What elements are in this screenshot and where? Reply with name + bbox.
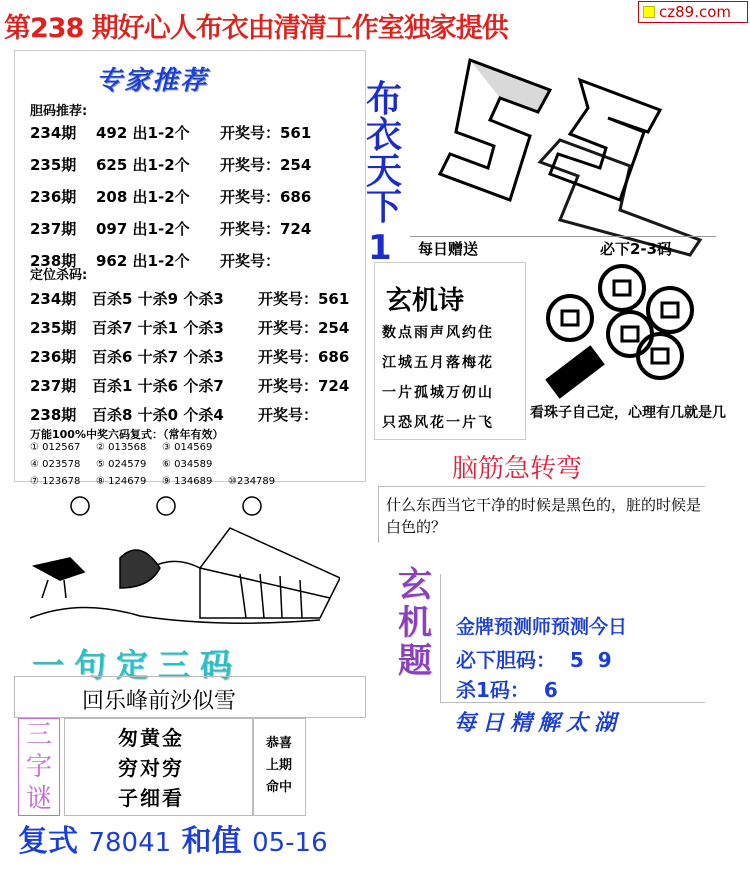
congrats-line: 上期 — [266, 758, 293, 773]
dan-draw: 开奖号：724 — [220, 220, 312, 238]
dan-draw: 开奖号： — [220, 252, 281, 270]
coins-graphic — [530, 260, 710, 400]
gift-panel — [410, 50, 716, 260]
dan-period: 238期 — [30, 252, 77, 270]
pos-label: 定位杀码: — [30, 268, 88, 283]
fushi-value: 78041 — [88, 828, 172, 858]
pos-period: 237期 — [30, 377, 77, 395]
bottom-line — [18, 816, 328, 860]
prediction-line-3: 杀1码： 6 — [456, 678, 558, 702]
combo-item: ⑩234789 — [228, 476, 276, 487]
dan-text: 492 出1-2个 — [96, 124, 190, 142]
pos-draw: 开奖号：561 — [258, 290, 350, 308]
one-line-text: 回乐峰前沙似雪 — [82, 689, 237, 714]
poem-line: 数点雨声风约住 — [382, 325, 494, 341]
daily-gift-label: 每日赠送 — [418, 240, 479, 258]
combo-item: ④ 023578 — [30, 459, 81, 470]
brain-title: 脑筋急转弯 — [452, 454, 583, 484]
congrats-line: 命中 — [266, 780, 293, 795]
fushi-label: 复式 — [18, 824, 78, 859]
combo-item: ⑤ 024579 — [96, 459, 147, 470]
szm-char: 字 — [25, 752, 52, 782]
buyi-char: 天 — [365, 151, 402, 192]
dan-text: 097 出1-2个 — [96, 220, 190, 238]
pos-period: 238期 — [30, 406, 77, 424]
xjt-char: 题 — [398, 641, 432, 681]
hezhi-value: 05-16 — [252, 828, 328, 858]
landscape-sketch — [20, 488, 340, 628]
buyi-char: 下 — [365, 187, 402, 228]
poem-line: 江城五月落梅花 — [382, 355, 494, 371]
buyi-number: 1 — [368, 228, 392, 268]
pos-text: 百杀6 十杀7 个杀3 — [92, 348, 224, 366]
szm-line: 子细看 — [118, 786, 184, 810]
dan-text: 962 出1-2个 — [96, 252, 190, 270]
poem-line: 一片孤城万仞山 — [382, 385, 494, 401]
site-label: cz89.com — [659, 3, 732, 21]
dan-period: 237期 — [30, 220, 77, 238]
expert-title: 专家推荐 — [96, 66, 209, 96]
dan-period: 234期 — [30, 124, 77, 142]
dan-period: 235期 — [30, 156, 77, 174]
pos-text: 百杀8 十杀0 个杀4 — [92, 406, 224, 424]
pos-period: 235期 — [30, 319, 77, 337]
combo-item: ⑨ 134689 — [162, 476, 213, 487]
combo-item: ⑥ 034589 — [162, 459, 213, 470]
pos-text: 百杀1 十杀6 个杀7 — [92, 377, 224, 395]
big-number-graphic — [410, 50, 716, 260]
dan-draw: 开奖号：561 — [220, 124, 312, 142]
pos-text: 百杀5 十杀9 个杀3 — [92, 290, 224, 308]
pos-draw: 开奖号： — [258, 406, 319, 424]
dan-label: 胆码推荐: — [30, 104, 88, 119]
prediction-line-1: 金牌预测师预测今日 — [456, 616, 628, 638]
congrats-line: 恭喜 — [266, 736, 293, 751]
combo-item: ⑦ 123678 — [30, 476, 81, 487]
page-title: 第238 期好心人布衣由清清工作室独家提供 — [4, 13, 508, 44]
buyi-char: 布 — [365, 79, 402, 120]
pos-draw: 开奖号：254 — [258, 319, 350, 337]
combo-item: ② 013568 — [96, 442, 147, 453]
combo-title: 万能100%中奖六码复式：（常年有效） — [30, 428, 224, 441]
szm-char: 谜 — [25, 784, 52, 814]
szm-line: 穷对穷 — [118, 756, 184, 780]
riddle-text: 什么东西当它干净的时候是黑色的，脏的时候是白色的？ — [386, 496, 702, 536]
poem-line: 只恐风花一片飞 — [382, 415, 494, 431]
xjt-char: 玄 — [398, 565, 432, 605]
pos-draw: 开奖号：686 — [258, 348, 350, 366]
dan-draw: 开奖号：686 — [220, 188, 312, 206]
hezhi-label: 和值 — [181, 824, 242, 859]
dan-period: 236期 — [30, 188, 77, 206]
xjt-char: 机 — [398, 603, 432, 643]
combo-item: ③ 014569 — [162, 442, 213, 453]
dan-text: 625 出1-2个 — [96, 156, 190, 174]
dan-text: 208 出1-2个 — [96, 188, 190, 206]
buyi-heading — [364, 79, 404, 228]
poem-title: 玄机诗 — [386, 286, 465, 316]
sanzimi-heading — [18, 718, 60, 816]
xuanjiti-heading — [398, 566, 438, 680]
pos-draw: 开奖号：724 — [258, 377, 350, 395]
badge-square-icon — [643, 6, 655, 18]
pos-text: 百杀7 十杀1 个杀3 — [92, 319, 224, 337]
pos-period: 236期 — [30, 348, 77, 366]
site-badge[interactable] — [638, 1, 748, 23]
pos-period: 234期 — [30, 290, 77, 308]
buyi-char: 衣 — [365, 115, 402, 156]
must-label: 必下2-3码 — [600, 240, 673, 258]
one-line-title: 一句定三码 — [32, 646, 243, 684]
szm-line: 匆黄金 — [118, 726, 184, 750]
combo-item: ① 012567 — [30, 442, 81, 453]
combo-item: ⑧ 124679 — [96, 476, 147, 487]
coins-caption: 看珠子自己定，心理有几就是几 — [530, 405, 726, 421]
szm-char: 三 — [25, 720, 52, 750]
daily-lake-title: 每日精解太湖 — [454, 711, 623, 736]
prediction-line-2: 必下胆码： 5 9 — [456, 648, 612, 672]
dan-draw: 开奖号：254 — [220, 156, 312, 174]
